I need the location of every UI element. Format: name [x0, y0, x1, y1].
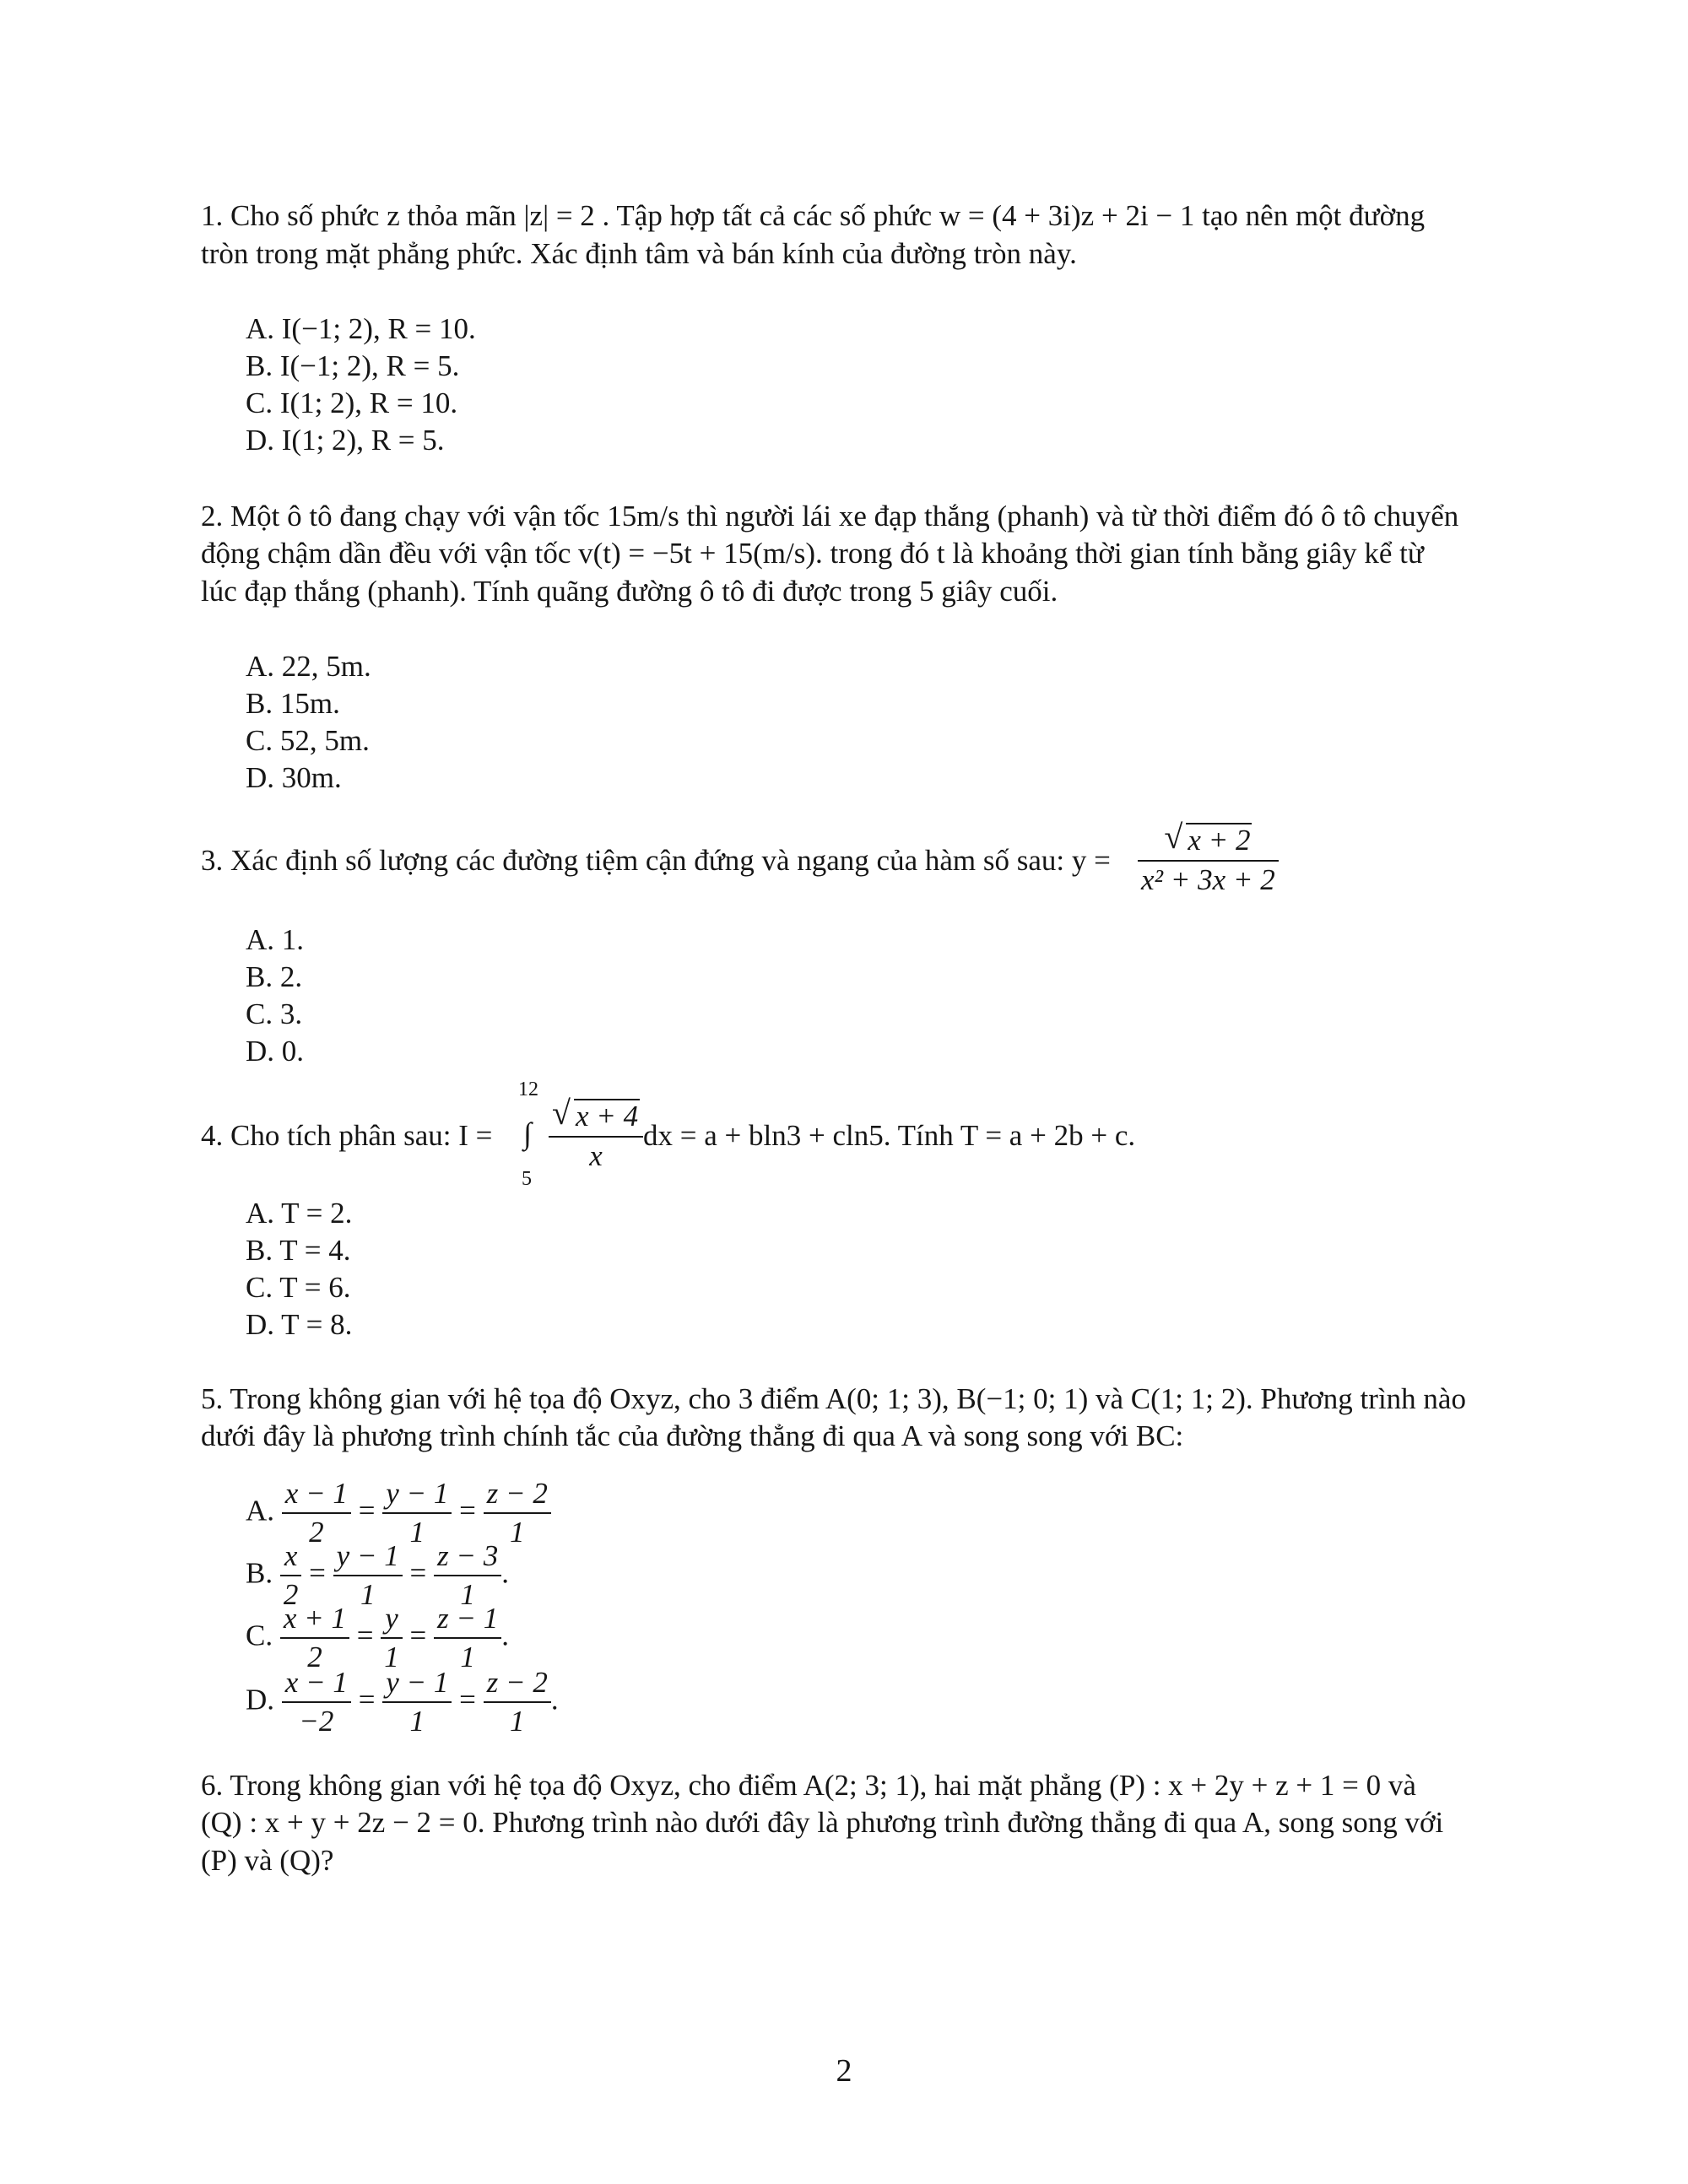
q3-fraction [1138, 823, 1279, 895]
equals-sign: = [459, 1494, 476, 1527]
q4-option-c: C. T = 6. [246, 1271, 351, 1304]
q2-line1: 2. Một ô tô đang chạy với vận tốc 15m/s thì người lái xe đạp thắng (phanh) và từ thời điểm đó ô tô chuyển [201, 500, 1459, 532]
q5-a-den1: 2 [309, 1515, 324, 1549]
q5-option-a [246, 1479, 551, 1549]
q5-d-den1: −2 [299, 1704, 334, 1738]
q5-b-num3: z − 3 [434, 1541, 501, 1576]
integral-sign: ∫ 12 5 [518, 1078, 538, 1190]
q5-option-d-label: D. [246, 1683, 275, 1716]
q5-a-den2: 1 [409, 1515, 425, 1549]
q3-denominator: x² + 3x + 2 [1141, 862, 1275, 896]
q5-b-end: . [501, 1556, 510, 1590]
q1-option-b: B. I(−1; 2), R = 5. [246, 349, 460, 382]
q5-b-den1: 2 [283, 1577, 299, 1611]
q5-c-end: . [501, 1619, 510, 1652]
q5-line1: 5. Trong không gian với hệ tọa độ Oxyz, cho 3 điểm A(0; 1; 3), B(−1; 0; 1) và C(1; 1; 2). Phương trình nào [201, 1382, 1466, 1415]
page-number: 2 [836, 2053, 852, 2089]
equals-sign: = [356, 1619, 374, 1652]
q5-b-den2: 1 [360, 1577, 376, 1611]
q3-sqrt [1164, 823, 1252, 857]
equals-sign: = [358, 1683, 376, 1716]
q5-option-c [246, 1603, 509, 1673]
q5-a-num2: y − 1 [382, 1479, 452, 1514]
q4-lower-bound: 5 [522, 1167, 532, 1190]
q5-c-num1: x + 1 [280, 1603, 349, 1639]
q5-a-num3: z − 2 [484, 1479, 551, 1514]
q3-text: 3. Xác định số lượng các đường tiệm cận đứng và ngang của hàm số sau: y = [201, 844, 1111, 877]
q1-line1: 1. Cho số phức z thỏa mãn |z| = 2 . Tập hợp tất cả các số phức w = (4 + 3i)z + 2i − 1 tạo nên một đường [201, 199, 1426, 232]
q3-option-c: C. 3. [246, 997, 303, 1030]
q2-line3: lúc đạp thắng (phanh). Tính quãng đường ô tô đi được trong 5 giây cuối. [201, 575, 1058, 608]
q5-c-den1: 2 [307, 1640, 322, 1673]
q2-line2: động chậm dần đều với vận tốc v(t) = −5t + 15(m/s). trong đó t là khoảng thời gian tính bằng giây kể từ [201, 537, 1424, 570]
q5-option-a-label: A. [246, 1494, 275, 1527]
q4-suffix: dx = a + bln3 + cln5. Tính T = a + 2b + c. [643, 1119, 1136, 1152]
q1-line2: tròn trong mặt phẳng phức. Xác định tâm và bán kính của đường tròn này. [201, 237, 1077, 270]
q5-b-num2: y − 1 [333, 1541, 403, 1576]
q6-line1: 6. Trong không gian với hệ tọa độ Oxyz, cho điểm A(2; 3; 1), hai mặt phẳng (P) : x + 2y + z + 1 = 0 và [201, 1769, 1416, 1802]
equals-sign: = [459, 1683, 476, 1716]
q3-option-a: A. 1. [246, 923, 305, 956]
q4-option-a: A. T = 2. [246, 1197, 353, 1230]
q5-d-end: . [550, 1683, 559, 1716]
q1-option-d: D. I(1; 2), R = 5. [246, 424, 445, 457]
q5-d-num3: z − 2 [484, 1668, 551, 1703]
q5-option-b-label: B. [246, 1556, 273, 1590]
q4-integral [517, 1078, 538, 1190]
q5-b-den3: 1 [460, 1577, 475, 1611]
q3-numerator: x + 2 [1188, 824, 1251, 857]
q5-b-num1: x [280, 1541, 302, 1576]
q3-option-d: D. 0. [246, 1035, 305, 1068]
q5-c-den3: 1 [460, 1640, 475, 1673]
q2-option-c: C. 52, 5m. [246, 724, 370, 757]
q5-a-den3: 1 [509, 1515, 525, 1549]
q5-line2: dưới đây là phương trình chính tắc của đường thẳng đi qua A và song song với BC: [201, 1419, 1184, 1452]
q4-sqrt [552, 1099, 640, 1133]
equals-sign: = [309, 1556, 326, 1590]
q1-option-c: C. I(1; 2), R = 10. [246, 387, 458, 419]
equals-sign: = [409, 1556, 427, 1590]
q2-option-b: B. 15m. [246, 687, 340, 720]
q5-d-num1: x − 1 [282, 1668, 351, 1703]
q5-option-d [246, 1668, 559, 1738]
q5-c-den2: 1 [384, 1640, 399, 1673]
q4-option-b: B. T = 4. [246, 1234, 351, 1267]
equals-sign: = [358, 1494, 376, 1527]
q4-upper-bound: 12 [518, 1078, 538, 1100]
equals-sign: = [409, 1619, 427, 1652]
q2-option-d: D. 30m. [246, 761, 342, 794]
q4-fraction [549, 1099, 643, 1171]
q3-option-b: B. 2. [246, 960, 303, 993]
q5-a-num1: x − 1 [282, 1479, 351, 1514]
q4-denominator: x [589, 1138, 603, 1172]
q6-line3: (P) và (Q)? [201, 1844, 334, 1877]
q5-d-den2: 1 [409, 1704, 425, 1738]
q4-option-d: D. T = 8. [246, 1308, 353, 1341]
q5-option-b [246, 1541, 509, 1611]
q6-line2: (Q) : x + y + 2z − 2 = 0. Phương trình nào dưới đây là phương trình đường thẳng đi qua A, song song với [201, 1806, 1444, 1839]
q5-option-c-label: C. [246, 1619, 273, 1652]
q5-c-num3: z − 1 [434, 1603, 501, 1639]
q4-numerator: x + 4 [576, 1100, 639, 1133]
q5-c-num2: y [381, 1603, 403, 1639]
q5-d-den3: 1 [509, 1704, 525, 1738]
q1-option-a: A. I(−1; 2), R = 10. [246, 312, 476, 345]
q2-option-a: A. 22, 5m. [246, 650, 371, 683]
q4-prefix: 4. Cho tích phân sau: I = [201, 1119, 493, 1152]
q5-d-num2: y − 1 [382, 1668, 452, 1703]
